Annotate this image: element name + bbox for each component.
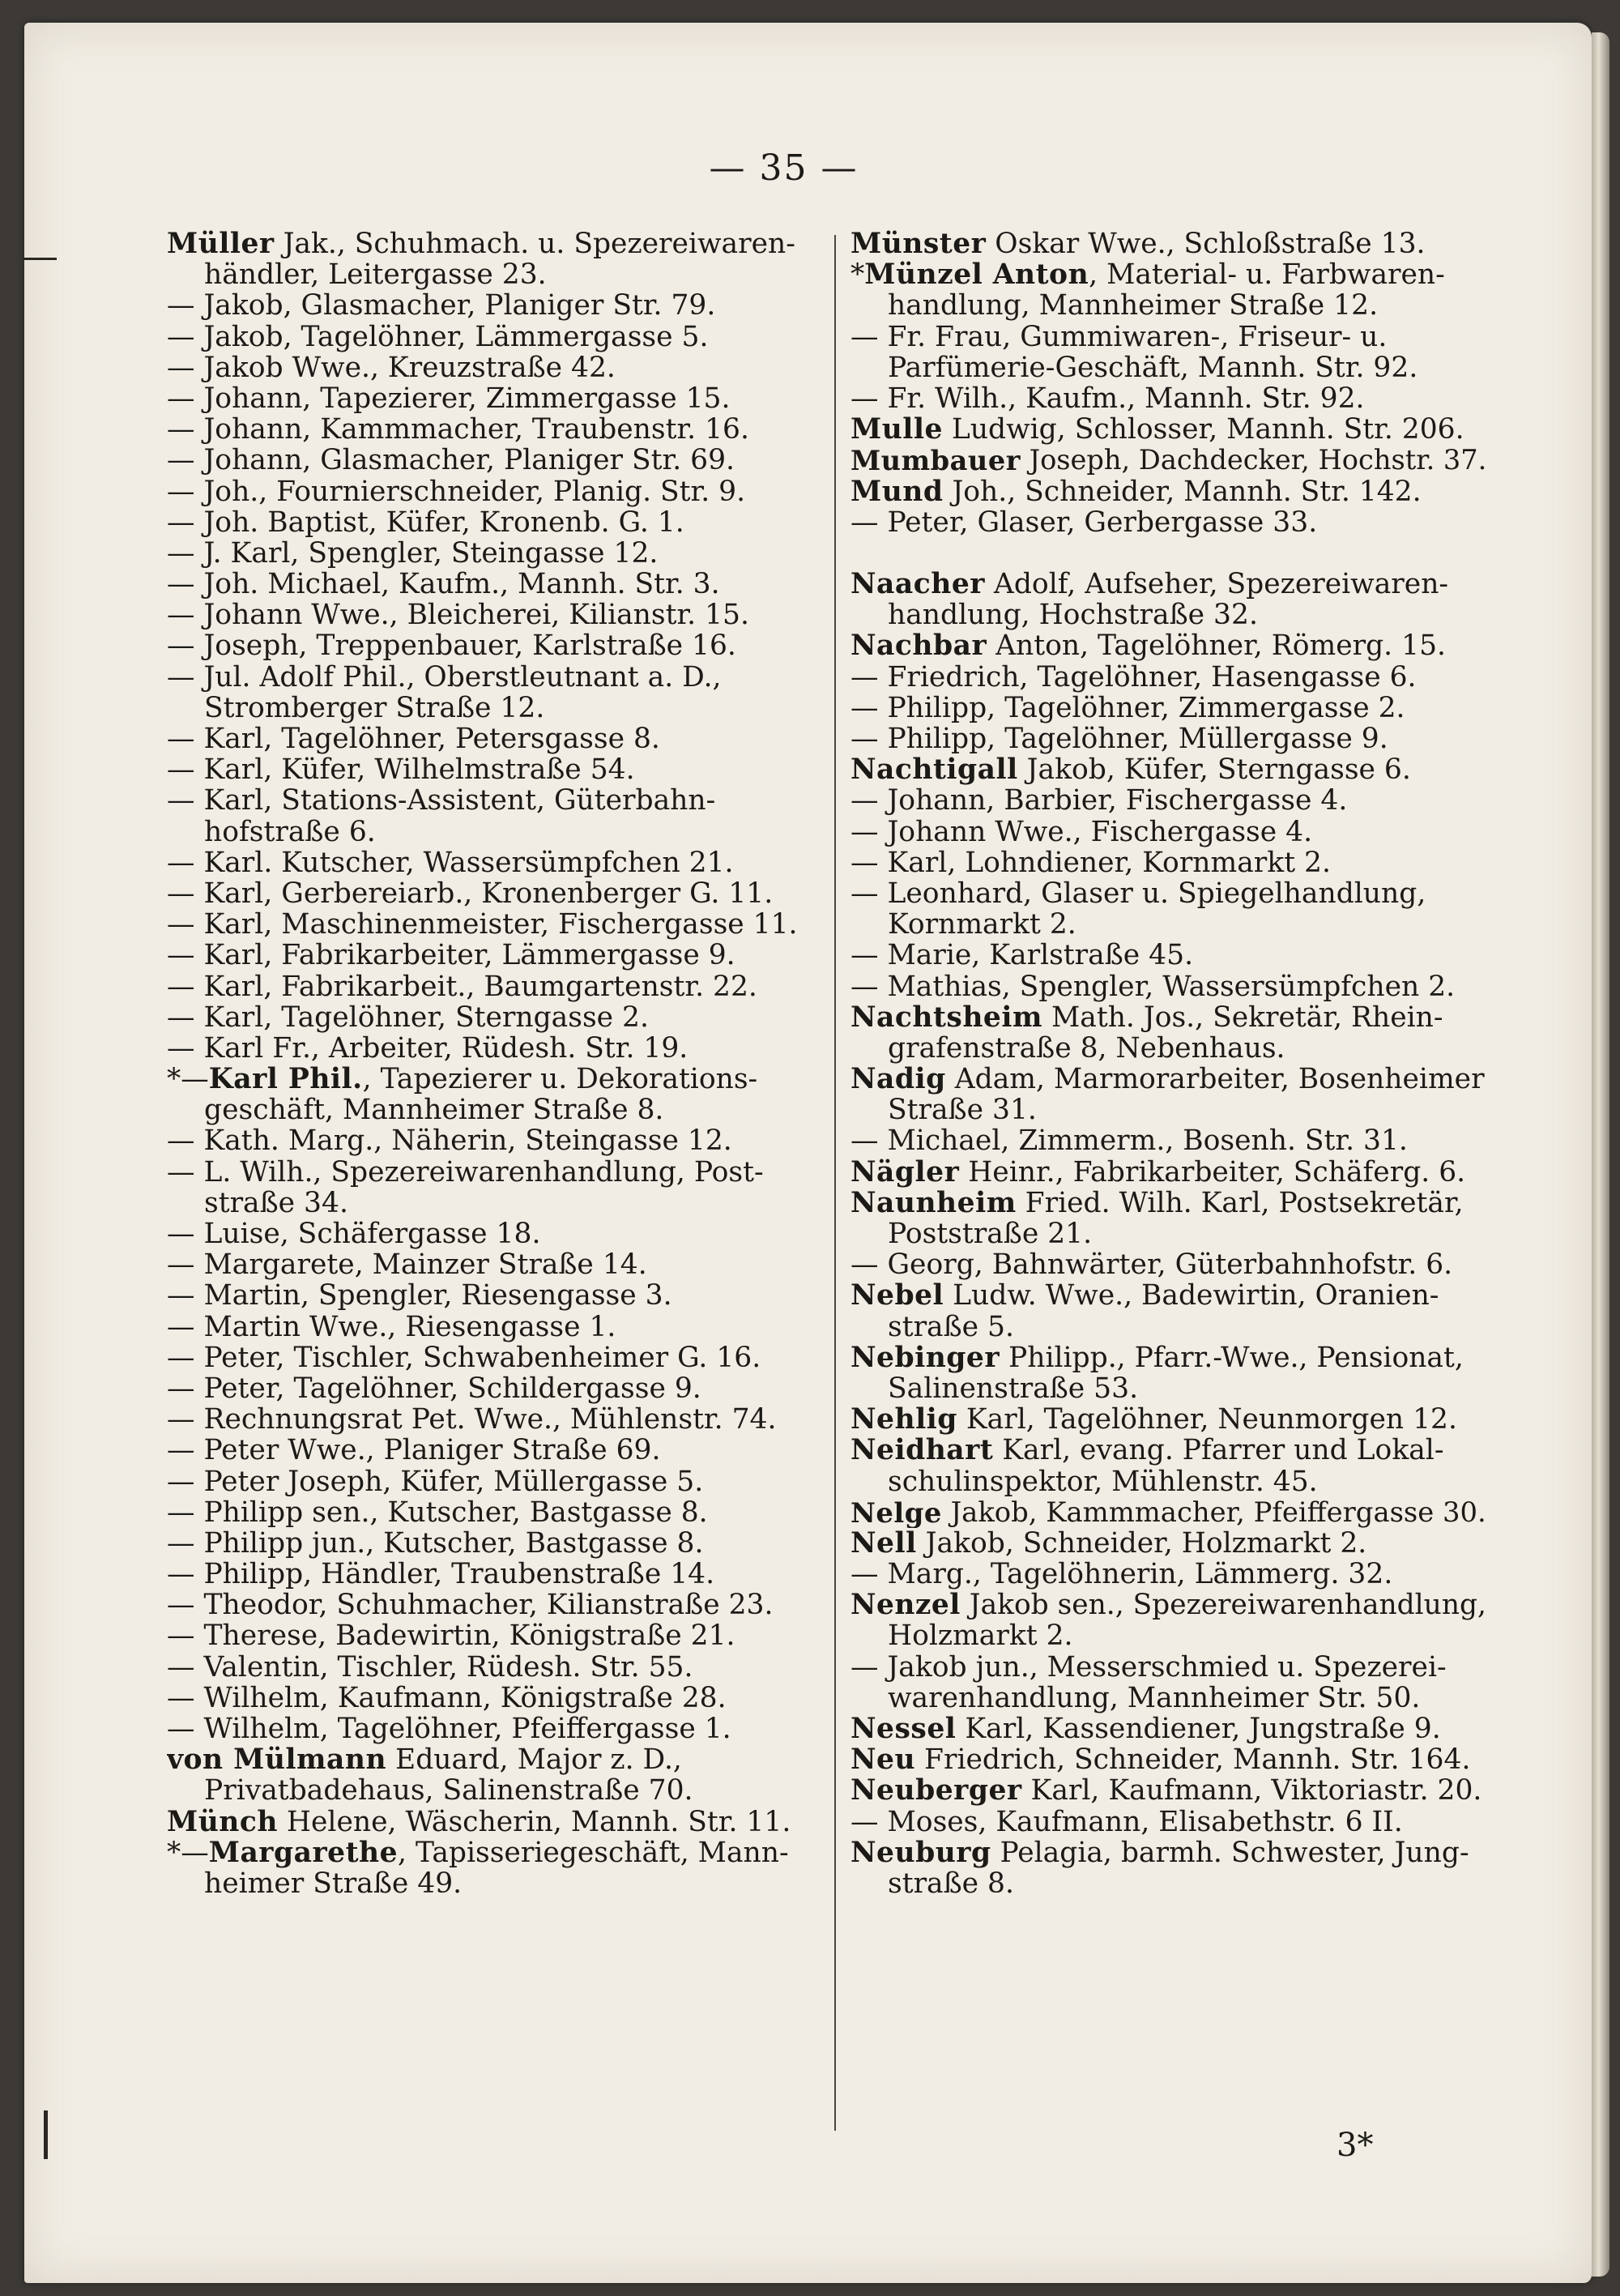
directory-entry [850,1775,1486,1806]
directory-entry [167,1249,825,1280]
entry-text: — Therese, Badewirtin, Königstraße 21. [167,1620,735,1652]
directory-entry [850,1744,1486,1775]
entry-text: — Karl. Kutscher, Wassersümpfchen 21. [167,847,734,878]
directory-entry [167,1404,825,1435]
entry-text: Helene, Wäscherin, Mannh. Str. 11. [277,1806,791,1837]
entry-text: Poststraße 21. [888,1218,1093,1250]
entry-text: heimer Straße 49. [204,1867,463,1900]
directory-entry [850,1528,1486,1559]
entry-text: Joh., Schneider, Mannh. Str. 142. [943,476,1422,507]
entry-surname: Neu [850,1744,916,1776]
directory-entry [167,507,825,538]
entry-surname: Neidhart [850,1435,994,1466]
entry-text: Jakob, Küfer, Sterngasse 6. [1017,754,1411,786]
entry-text: warenhandlung, Mannheimer Str. 50. [888,1682,1421,1713]
directory-entry [167,1620,825,1651]
entry-text: — Peter, Tischler, Schwabenheimer G. 16. [167,1342,761,1373]
entry-surname: Nenzel [850,1590,961,1621]
entry-marker: *— [167,1064,209,1095]
entry-text: handlung, Hochstraße 32. [888,600,1258,631]
entry-text: Heinr., Fabrikarbeiter, Schäferg. 6. [959,1156,1466,1188]
directory-entry [850,971,1486,1002]
entry-surname: Nelge [850,1496,942,1528]
directory-entry [167,1807,825,1837]
entry-surname: Nell [850,1527,917,1560]
directory-entry [167,971,825,1002]
entry-continuation [850,1218,1486,1249]
entry-text: — Philipp sen., Kutscher, Bastgasse 8. [167,1496,708,1528]
directory-entry [850,1435,1486,1466]
entry-text: — Peter, Tagelöhner, Schildergasse 9. [167,1372,701,1405]
entry-text: — Karl, Fabrikarbeit., Baumgartenstr. 22. [167,971,757,1002]
entry-text: Karl, Kaufmann, Viktoriastr. 20. [1021,1775,1482,1807]
entry-text: , Tapisseriegeschäft, Mann- [398,1837,789,1868]
entry-continuation [850,352,1486,383]
entry-text: handlung, Mannheimer Straße 12. [888,290,1379,322]
entry-surname: Karl Phil. [208,1064,363,1095]
entry-text: straße 8. [888,1867,1014,1900]
directory-entry [167,383,825,414]
directory-entry [167,1342,825,1373]
entry-text: — Karl, Gerbereiarb., Kronenberger G. 11. [167,877,774,910]
directory-entry [167,1312,825,1342]
directory-entry [167,538,825,569]
entry-continuation [850,909,1486,940]
directory-entry [850,1713,1486,1744]
directory-entry [167,290,825,321]
directory-entry [167,1652,825,1683]
entry-text: — Karl, Küfer, Wilhelmstraße 54. [167,754,635,786]
directory-entry [850,507,1486,538]
directory-entry [167,569,825,600]
entry-text: Ludwig, Schlosser, Mannh. Str. 206. [942,414,1464,446]
entry-text: — Wilhelm, Kaufmann, Königstraße 28. [167,1682,727,1713]
directory-entry [167,1002,825,1033]
entry-continuation [850,1095,1486,1125]
entry-marker: *— [167,1837,209,1868]
directory-entry [850,1404,1486,1435]
directory-entry [850,259,1486,290]
margin-mark-top [24,258,57,260]
directory-entry [167,662,825,693]
entry-surname: Neuburg [850,1837,991,1868]
entry-text: Adolf, Aufseher, Spezereiwaren- [984,569,1449,600]
entry-text: — Marg., Tagelöhnerin, Lämmerg. 32. [850,1559,1393,1590]
entry-surname: Neuberger [850,1775,1022,1807]
entry-text: — Karl, Lohndiener, Kornmarkt 2. [850,847,1331,878]
directory-entry [850,754,1486,785]
entry-text: — Jakob Wwe., Kreuzstraße 42. [167,352,616,383]
entry-text: — Friedrich, Tagelöhner, Hasengasse 6. [850,661,1417,693]
entry-text: — Philipp, Tagelöhner, Zimmergasse 2. [850,692,1405,723]
entry-text: — Jakob jun., Messerschmied u. Spezerei- [850,1651,1447,1683]
entry-text: — Joseph, Treppenbauer, Karlstraße 16. [167,630,736,662]
directory-entry [167,754,825,785]
directory-entry [850,1342,1486,1373]
entry-continuation [167,693,825,723]
entry-text: — Peter, Glaser, Gerbergasse 33. [850,506,1318,538]
entry-text: — Peter Joseph, Küfer, Müllergasse 5. [167,1466,704,1497]
entry-text: — Luise, Schäfergasse 18. [167,1218,541,1250]
entry-text: — Philipp, Händler, Traubenstraße 14. [167,1559,715,1590]
entry-surname: Münzel Anton [864,259,1089,291]
entry-text: Anton, Tagelöhner, Römerg. 15. [987,630,1446,662]
directory-entry [167,476,825,507]
directory-entry [850,1559,1486,1590]
entry-text: — Martin, Spengler, Riesengasse 3. [167,1280,672,1312]
entry-continuation [167,1095,825,1125]
entry-text: händler, Leitergasse 23. [204,259,547,291]
entry-text: — Johann, Tapezierer, Zimmergasse 15. [167,382,731,415]
entry-surname: Nachtsheim [850,1001,1042,1033]
directory-entry [850,662,1486,693]
entry-text: Ludw. Wwe., Badewirtin, Oranien- [944,1280,1439,1312]
directory-entry [850,414,1486,445]
entry-text: Straße 31. [888,1095,1037,1126]
directory-entry [850,878,1486,909]
directory-entry [850,383,1486,414]
entry-text: — Jakob, Glasmacher, Planiger Str. 79. [167,290,716,322]
directory-entry [167,1683,825,1713]
directory-entry [167,322,825,352]
entry-text: Pelagia, barmh. Schwester, Jung- [991,1837,1469,1868]
entry-text: — Jul. Adolf Phil., Oberstleutnant a. D., [167,661,722,693]
entry-text: , Tapezierer u. Dekorations- [362,1064,758,1095]
entry-text: Eduard, Major z. D., [386,1744,682,1776]
entry-surname: Mulle [850,414,943,446]
directory-entry [167,1837,825,1868]
entry-text: — Joh., Fournierschneider, Planig. Str. 9. [167,476,746,507]
entry-text: — Wilhelm, Tagelöhner, Pfeiffergasse 1. [167,1713,731,1745]
directory-entry [167,1157,825,1188]
entry-text: Math. Jos., Sekretär, Rhein- [1042,1001,1443,1033]
entry-text: Parfümerie-Geschäft, Mannh. Str. 92. [888,352,1418,383]
directory-entry [167,414,825,445]
entry-surname: Nachtigall [850,754,1018,786]
directory-entry [167,600,825,630]
directory-entry [850,847,1486,878]
directory-entry [850,817,1486,847]
entry-text: Fried. Wilh. Karl, Postsekretär, [1016,1187,1464,1218]
directory-entry [850,1652,1486,1683]
entry-text: hofstraße 6. [204,816,376,847]
directory-entry [850,1280,1486,1311]
entry-text: Adam, Marmorarbeiter, Bosenheimer [945,1064,1485,1095]
entry-surname: Naacher [850,569,985,600]
entry-surname: von Mülmann [167,1744,387,1776]
directory-entry [167,1125,825,1156]
entry-text: Philipp., Pfarr.-Wwe., Pensionat, [1000,1342,1464,1373]
entry-text: Joseph, Dachdecker, Hochstr. 37. [1020,445,1486,476]
entry-text: straße 5. [888,1311,1014,1342]
entry-continuation [850,1683,1486,1713]
entry-surname: Mund [850,476,944,507]
entry-text: Karl, Kassendiener, Jungstraße 9. [956,1713,1441,1745]
entry-text: — Moses, Kaufmann, Elisabethstr. 6 II. [850,1806,1403,1837]
entry-text: Privatbadehaus, Salinenstraße 70. [204,1775,693,1807]
directory-entry [850,940,1486,971]
margin-mark-bottom [44,2110,48,2159]
directory-entry [167,1033,825,1064]
entry-text: straße 34. [204,1187,348,1218]
directory-entry [167,723,825,754]
directory-entry [167,1559,825,1590]
directory-entry [167,909,825,940]
directory-entry [850,228,1486,259]
entry-text: — Joh. Baptist, Küfer, Kronenb. G. 1. [167,506,684,538]
column-divider [834,235,836,2131]
entry-continuation [850,1466,1486,1497]
entry-text: Holzmarkt 2. [888,1620,1073,1652]
entry-surname: Mumbauer [850,445,1021,476]
section-spacer [850,538,1486,569]
directory-entry [167,1590,825,1620]
entry-surname: Nessel [850,1713,957,1745]
directory-entry [850,1002,1486,1033]
entry-text: — Marie, Karlstraße 45. [850,940,1194,971]
entry-text: — Valentin, Tischler, Rüdesh. Str. 55. [167,1651,693,1683]
directory-entry [167,785,825,816]
entry-text: — Johann, Kammmacher, Traubenstr. 16. [167,414,749,446]
entry-surname: Nägler [850,1156,960,1188]
entry-text: — L. Wilh., Spezereiwarenhandlung, Post- [167,1156,764,1188]
entry-text: — Joh. Michael, Kaufm., Mannh. Str. 3. [167,569,720,600]
page-number: — 35 — [709,147,859,189]
entry-text: Stromberger Straße 12. [204,692,545,723]
entry-text: — Karl Fr., Arbeiter, Rüdesh. Str. 19. [167,1032,688,1065]
entry-text: — Johann, Glasmacher, Planiger Str. 69. [167,445,735,476]
left-column [167,228,825,1899]
directory-entry [850,1497,1486,1528]
entry-text: — Fr. Frau, Gummiwaren-, Friseur- u. [850,321,1388,352]
entry-text: — Rechnungsrat Pet. Wwe., Mühlenstr. 74. [167,1404,777,1436]
directory-entry [850,785,1486,816]
entry-surname: Nachbar [850,630,987,662]
entry-text: — Karl, Tagelöhner, Petersgasse 8. [167,723,660,755]
entry-continuation [850,600,1486,630]
entry-text: — Philipp, Tagelöhner, Müllergasse 9. [850,723,1388,755]
entry-text: — Philipp jun., Kutscher, Bastgasse 8. [167,1527,704,1560]
directory-entry [167,630,825,661]
entry-text: — Karl, Maschinenmeister, Fischergasse 11. [167,909,798,941]
entry-text: , Material- u. Farbwaren- [1089,259,1445,291]
directory-entry [167,1713,825,1744]
directory-entry [167,352,825,383]
directory-entry [850,322,1486,352]
entry-text: — Fr. Wilh., Kaufm., Mannh. Str. 92. [850,382,1365,415]
entry-text: — Johann Wwe., Bleicherei, Kilianstr. 15. [167,600,749,631]
directory-entry [850,693,1486,723]
directory-entry [167,445,825,476]
directory-entry [850,569,1486,600]
entry-surname: Nebel [850,1280,944,1312]
entry-continuation [850,1620,1486,1651]
entry-text: Kornmarkt 2. [888,909,1076,941]
directory-entry [167,1373,825,1404]
entry-text: — Leonhard, Glaser u. Spiegelhandlung, [850,877,1426,910]
directory-entry [167,1466,825,1497]
directory-entry [850,1837,1486,1868]
directory-entry [850,1807,1486,1837]
entry-text: — Karl, Stations-Assistent, Güterbahn- [167,785,716,817]
directory-entry [850,1590,1486,1620]
directory-entry [167,228,825,259]
directory-entry [167,847,825,878]
entry-text: — Kath. Marg., Näherin, Steingasse 12. [167,1125,732,1157]
entry-text: — Karl, Tagelöhner, Sterngasse 2. [167,1001,649,1033]
directory-entry [167,940,825,971]
entry-surname: Margarethe [208,1837,399,1868]
directory-entry [167,1528,825,1559]
entry-continuation [167,817,825,847]
entry-continuation [850,1868,1486,1899]
entry-text: Karl, Tagelöhner, Neunmorgen 12. [957,1404,1457,1436]
entry-surname: Naunheim [850,1187,1017,1218]
directory-entry [850,1157,1486,1188]
directory-entry [167,1435,825,1466]
entry-text: — Peter Wwe., Planiger Straße 69. [167,1435,661,1466]
directory-entry [167,878,825,909]
entry-continuation [167,1775,825,1806]
directory-entry [850,476,1486,507]
directory-entry [850,723,1486,754]
entry-surname: Nehlig [850,1404,957,1436]
directory-entry [167,1218,825,1249]
entry-text: — Theodor, Schuhmacher, Kilianstraße 23. [167,1590,774,1621]
entry-continuation [167,1868,825,1899]
entry-text: — Michael, Zimmerm., Bosenh. Str. 31. [850,1125,1408,1157]
page-edge [1592,32,1609,2277]
entry-text: Salinenstraße 53. [888,1372,1139,1405]
entry-text: — Mathias, Spengler, Wassersümpfchen 2. [850,971,1456,1002]
entry-continuation [850,290,1486,321]
signature-mark: 3* [1336,2127,1374,2164]
entry-marker: * [850,259,865,291]
directory-entry [850,1188,1486,1218]
entry-continuation [850,1373,1486,1404]
right-column [850,228,1486,1899]
entry-text: — Karl, Fabrikarbeiter, Lämmergasse 9. [167,940,735,971]
entry-text: — Margarete, Mainzer Straße 14. [167,1249,647,1281]
entry-text: — Martin Wwe., Riesengasse 1. [167,1311,616,1342]
entry-text: Jakob sen., Spezereiwarenhandlung, [960,1590,1486,1621]
entry-text: schulinspektor, Mühlenstr. 45. [888,1466,1318,1497]
directory-entry [167,1744,825,1775]
directory-entry [167,1280,825,1311]
entry-text: — Johann, Barbier, Fischergasse 4. [850,785,1348,817]
entry-text: geschäft, Mannheimer Straße 8. [204,1095,664,1126]
directory-entry [850,1125,1486,1156]
directory-entry [850,1064,1486,1095]
entry-text: — Jakob, Tagelöhner, Lämmergasse 5. [167,321,709,352]
entry-text: Jakob, Kammmacher, Pfeiffergasse 30. [941,1496,1486,1528]
entry-text: Jakob, Schneider, Holzmarkt 2. [916,1527,1367,1560]
entry-continuation [850,1312,1486,1342]
directory-entry [167,1497,825,1528]
directory-entry [850,630,1486,661]
entry-surname: Münster [850,228,987,260]
entry-text: Karl, evang. Pfarrer und Lokal- [993,1435,1444,1466]
entry-text: — Georg, Bahnwärter, Güterbahnhofstr. 6. [850,1249,1453,1281]
entry-text: Jak., Schuhmach. u. Spezereiwaren- [274,228,795,260]
entry-continuation [167,1188,825,1218]
entry-continuation [167,259,825,290]
entry-text: Oskar Wwe., Schloßstraße 13. [986,228,1426,260]
entry-surname: Nebinger [850,1342,1000,1373]
directory-entry [167,1064,825,1095]
entry-surname: Münch [167,1806,278,1837]
entry-surname: Müller [167,228,275,260]
directory-entry [850,445,1486,476]
entry-surname: Nadig [850,1064,946,1095]
entry-text: Friedrich, Schneider, Mannh. Str. 164. [915,1744,1471,1776]
entry-text: grafenstraße 8, Nebenhaus. [888,1032,1285,1065]
entry-text: — Johann Wwe., Fischergasse 4. [850,816,1313,847]
entry-continuation [850,1033,1486,1064]
directory-entry [850,1249,1486,1280]
entry-text: — J. Karl, Spengler, Steingasse 12. [167,537,659,570]
